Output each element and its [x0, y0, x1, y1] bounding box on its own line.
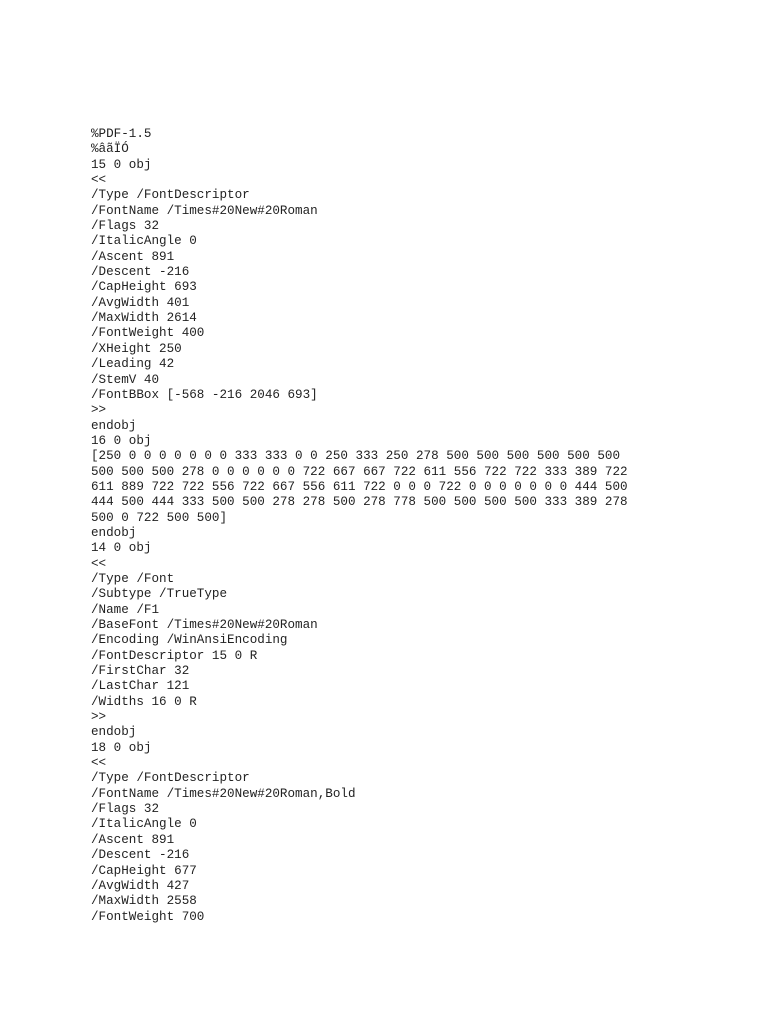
source-line: /FontDescriptor 15 0 R: [91, 648, 258, 663]
source-line: /Ascent 891: [91, 249, 175, 264]
source-line: 16 0 obj: [91, 433, 152, 448]
source-line: >>: [91, 403, 107, 418]
source-line: /AvgWidth 427: [91, 878, 190, 893]
source-line: 444 500 444 333 500 500 278 278 500 278 778 500 500 500 500 333 389 278: [91, 495, 628, 510]
source-line: /AvgWidth 401: [91, 295, 190, 310]
source-line: /Flags 32: [91, 219, 160, 234]
source-line: /Type /FontDescriptor: [91, 188, 250, 203]
source-line: endobj: [91, 525, 137, 540]
source-line: [250 0 0 0 0 0 0 0 333 333 0 0 250 333 250 278 500 500 500 500 500 500: [91, 449, 621, 464]
source-line: <<: [91, 556, 107, 571]
source-line: /Leading 42: [91, 357, 175, 372]
source-line: 500 500 500 278 0 0 0 0 0 0 722 667 667 722 611 556 722 722 333 389 722: [91, 464, 628, 479]
source-line: /FontBBox [-568 -216 2046 693]: [91, 387, 318, 402]
source-line: <<: [91, 173, 107, 188]
source-line: /FontWeight 700: [91, 909, 205, 924]
source-line: %âãÏÓ: [91, 142, 129, 157]
source-line: /Subtype /TrueType: [91, 587, 228, 602]
source-line: <<: [91, 756, 107, 771]
source-line: /CapHeight 677: [91, 863, 197, 878]
source-line: >>: [91, 710, 107, 725]
source-line: /MaxWidth 2558: [91, 894, 197, 909]
source-line: endobj: [91, 418, 137, 433]
source-line: 15 0 obj: [91, 157, 152, 172]
source-line: /Ascent 891: [91, 832, 175, 847]
source-line: /BaseFont /Times#20New#20Roman: [91, 618, 318, 632]
source-line: /Descent -216: [91, 848, 190, 863]
pdf-source-text: [91, 127, 751, 925]
source-line: /MaxWidth 2614: [91, 311, 197, 326]
source-line: /ItalicAngle 0: [91, 817, 197, 832]
source-line: /Type /FontDescriptor: [91, 771, 250, 786]
source-line: 611 889 722 722 556 722 667 556 611 722 0 0 0 722 0 0 0 0 0 0 0 444 500: [91, 479, 628, 494]
source-line: /FontName /Times#20New#20Roman,Bold: [91, 786, 356, 801]
source-line: /FontName /Times#20New#20Roman: [91, 203, 318, 218]
source-line: /FirstChar 32: [91, 664, 190, 679]
source-line: /LastChar 121: [91, 679, 190, 694]
source-line: /Descent -216: [91, 265, 190, 280]
source-line: /ItalicAngle 0: [91, 234, 197, 249]
source-line: /Name /F1: [91, 602, 160, 617]
source-line: /StemV 40: [91, 372, 160, 387]
source-line: 18 0 obj: [91, 740, 152, 755]
source-line: /Encoding /WinAnsiEncoding: [91, 633, 288, 648]
source-line: /Flags 32: [91, 802, 160, 817]
source-line: /CapHeight 693: [91, 280, 197, 295]
source-line: %PDF-1.5: [91, 127, 152, 141]
source-line: 500 0 722 500 500]: [91, 510, 228, 525]
source-line: 14 0 obj: [91, 541, 152, 556]
source-line: /XHeight 250: [91, 341, 182, 356]
source-line: /FontWeight 400: [91, 326, 205, 341]
source-line: endobj: [91, 725, 137, 740]
source-line: /Widths 16 0 R: [91, 694, 197, 709]
source-line: /Type /Font: [91, 571, 175, 586]
